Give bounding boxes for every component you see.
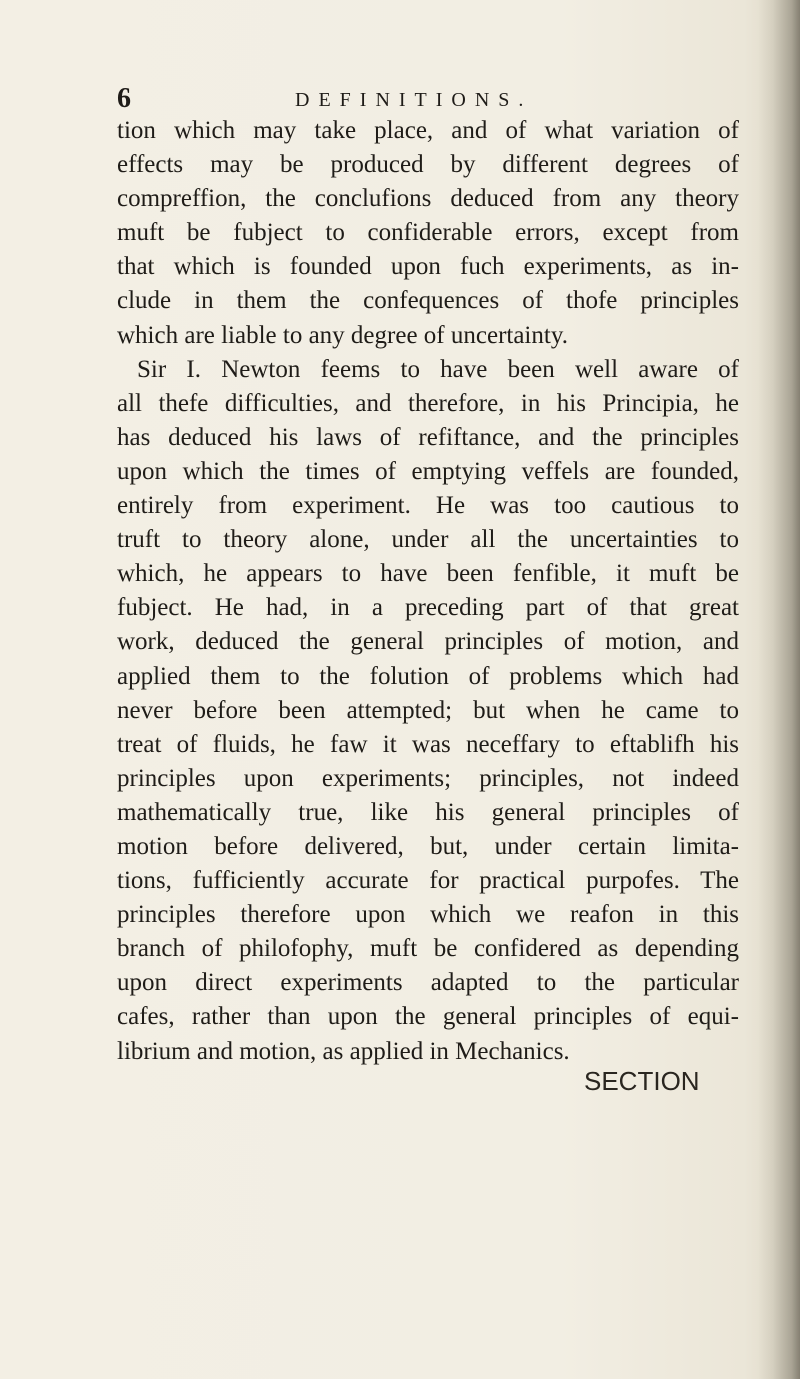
text-line: which are liable to any degree of uncertainty. (117, 321, 568, 349)
page-header (117, 84, 737, 114)
text-line: cafes, rather than upon the general principles of equi- (117, 1003, 739, 1031)
text-line: clude in them the confequences of thofe principles (117, 287, 739, 315)
text-line: has deduced his laws of refiftance, and the principles (117, 423, 739, 451)
text-line: never before been attempted; but when he came to (117, 696, 739, 724)
text-line: upon direct experiments adapted to the particular (117, 969, 739, 997)
text-line: Sir I. Newton feems to have been well aware of (137, 355, 739, 383)
catchword: SECTION (584, 1066, 700, 1096)
text-line: principles therefore upon which we reafon in this (117, 901, 739, 929)
running-head: DEFINITIONS. (295, 89, 533, 111)
text-line: fubject. He had, in a preceding part of that great (117, 594, 739, 622)
text-line: muft be fubject to confiderable errors, except from (117, 219, 739, 247)
text-line: which, he appears to have been fenfible, it muft be (117, 560, 739, 588)
text-line: motion before delivered, but, under certain limita- (117, 832, 739, 860)
page-number: 6 (117, 83, 131, 114)
text-line: branch of philofophy, muft be confidered as depending (117, 935, 739, 963)
text-line: tion which may take place, and of what variation of (117, 117, 739, 144)
text-line: compreffion, the conclufions deduced from any theory (117, 185, 739, 213)
body-text (117, 114, 739, 1069)
text-line: entirely from experiment. He was too cautious to (117, 492, 739, 520)
text-line: treat of fluids, he faw it was neceffary to eftablifh his (117, 730, 739, 758)
text-line: that which is founded upon fuch experiments, as in- (117, 253, 739, 281)
text-line: tions, fufficiently accurate for practical purpofes. The (117, 867, 739, 895)
text-line: work, deduced the general principles of motion, and (117, 628, 739, 656)
text-line: mathematically true, like his general principles of (117, 798, 739, 826)
text-line: truft to theory alone, under all the uncertainties to (117, 526, 739, 554)
text-line: librium and motion, as applied in Mechanics. (117, 1037, 570, 1065)
text-line: principles upon experiments; principles, not indeed (117, 764, 739, 792)
page-shadow-edge (758, 0, 800, 1379)
text-line: upon which the times of emptying veffels are founded, (117, 457, 739, 485)
text-line: all thefe difficulties, and therefore, in his Principia, he (117, 389, 739, 417)
text-line: effects may be produced by different degrees of (117, 151, 739, 179)
text-line: applied them to the folution of problems which had (117, 662, 739, 690)
